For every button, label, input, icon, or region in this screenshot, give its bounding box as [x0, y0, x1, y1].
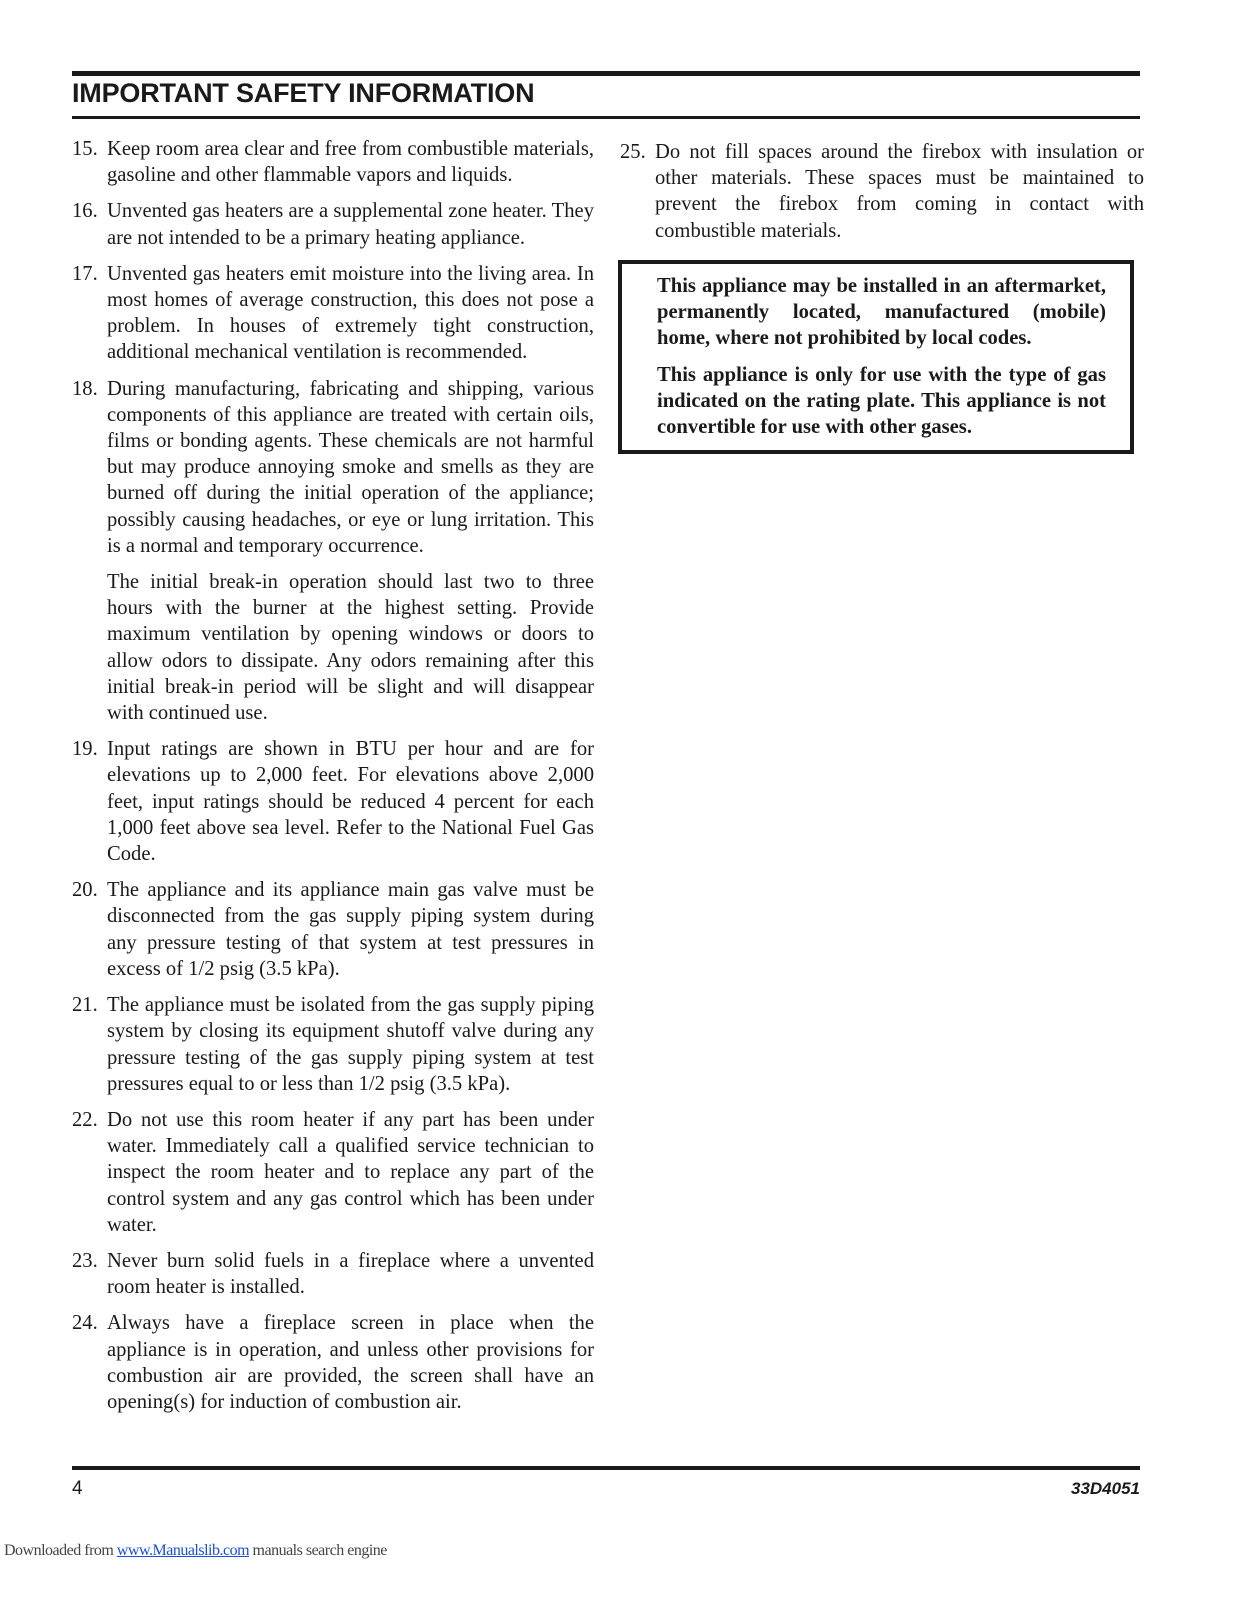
list-item-19	[72, 736, 594, 867]
list-item-21	[72, 992, 594, 1097]
item-number: 15.	[72, 138, 98, 160]
item-number: 25.	[620, 141, 646, 163]
item-number: 19.	[72, 738, 98, 761]
item-number: 22.	[72, 1108, 98, 1131]
list-item-24	[72, 1310, 594, 1415]
download-footer	[4, 1542, 387, 1560]
list-item-16	[72, 198, 594, 250]
item-text: Do not fill spaces around the firebox with insulation or other materials. These spaces must be maintained to prevent the firebox from coming in contact with combustible materials.	[655, 141, 1144, 242]
item-text: Input ratings are shown in BTU per hour and are for elevations up to 2,000 feet. For elevations above 2,000 feet, input ratings should be reduced 4 percent for each 1,000 feet above sea level. Refer to the National Fuel Gas Code.	[107, 738, 594, 866]
list-item-17	[72, 261, 594, 366]
notice-mobile-home: This appliance may be installed in an aftermarket, permanently located, manufactured (mobile) home, where not prohibited by local codes.	[657, 275, 1106, 350]
item-text: Keep room area clear and free from combustible materials, gasoline and other flammable vapors and liquids.	[107, 138, 594, 187]
item-text: Do not use this room heater if any part has been under water. Immediately call a qualified service technician to inspect the room heater and to replace any part of the control system and any gas control which has been under water.	[107, 1108, 594, 1236]
item-text: The appliance and its appliance main gas valve must be disconnected from the gas supply piping system during any pressure testing of that system at test pressures in excess of 1/2 psig (3.5 kPa).	[107, 879, 594, 980]
left-column	[72, 136, 594, 1425]
item-number: 21.	[72, 994, 98, 1017]
list-item-18-continuation: The initial break-in operation should last two to three hours with the burner at the highest setting. Provide maximum ventilation by opening windows or doors to allow odors to dissipate. Any odors remaining after this initial break-in period will be slight and will disappear with continued use.	[107, 571, 594, 725]
document-code: 33D4051	[1070, 1479, 1140, 1498]
list-item-15	[72, 136, 594, 188]
download-prefix: Downloaded from	[4, 1542, 117, 1559]
item-text: During manufacturing, fabricating and shipping, various components of this appliance are treated with certain oils, films or bonding agents. These chemicals are not harmful but may produce annoying smoke and smells as they are burned off during the initial operation of the appliance; possibly causing headaches, or eye or lung irritation. This is a normal and temporary occurrence.	[107, 377, 594, 557]
notice-box	[618, 260, 1134, 454]
page-number: 4	[72, 1478, 83, 1499]
item-number: 16.	[72, 200, 98, 223]
list-item-22	[72, 1107, 594, 1238]
list-item-18	[72, 376, 594, 559]
title-underline	[72, 116, 1140, 119]
page-title: IMPORTANT SAFETY INFORMATION	[72, 78, 535, 108]
manualslib-link[interactable]: www.Manualslib.com	[116, 1542, 250, 1559]
item-number: 20.	[72, 879, 98, 902]
list-item-23	[72, 1248, 594, 1300]
item-number: 24.	[72, 1312, 98, 1335]
bottom-rule	[72, 1466, 1140, 1470]
item-text: Always have a fireplace screen in place when the appliance is in operation, and unless other provisions for combustion air are provided, the screen shall have an opening(s) for induction of combustion air.	[107, 1312, 594, 1413]
list-item-20	[72, 877, 594, 982]
list-item-25	[620, 139, 1144, 244]
item-text: Unvented gas heaters emit moisture into the living area. In most homes of average construction, this does not pose a problem. In houses of extremely tight construction, additional mechanical ventilation is recommended.	[107, 262, 594, 364]
item-text: Unvented gas heaters are a supplemental zone heater. They are not intended to be a primary heating appliance.	[107, 200, 594, 249]
notice-gas-type: This appliance is only for use with the type of gas indicated on the rating plate. This appliance is not convertible for use with other gases.	[657, 363, 1106, 439]
item-number: 18.	[72, 377, 98, 400]
item-text: The appliance must be isolated from the gas supply piping system by closing its equipment shutoff valve during any pressure testing of the gas supply piping system at test pressures equal to or less than 1/2 psig (3.5 kPa).	[107, 994, 594, 1095]
item-number: 23.	[72, 1249, 98, 1272]
right-column	[620, 139, 1144, 254]
item-number: 17.	[72, 262, 98, 285]
item-text: Never burn solid fuels in a fireplace where a unvented room heater is installed.	[107, 1249, 594, 1299]
top-rule	[72, 71, 1140, 76]
download-suffix: manuals search engine	[249, 1542, 387, 1559]
